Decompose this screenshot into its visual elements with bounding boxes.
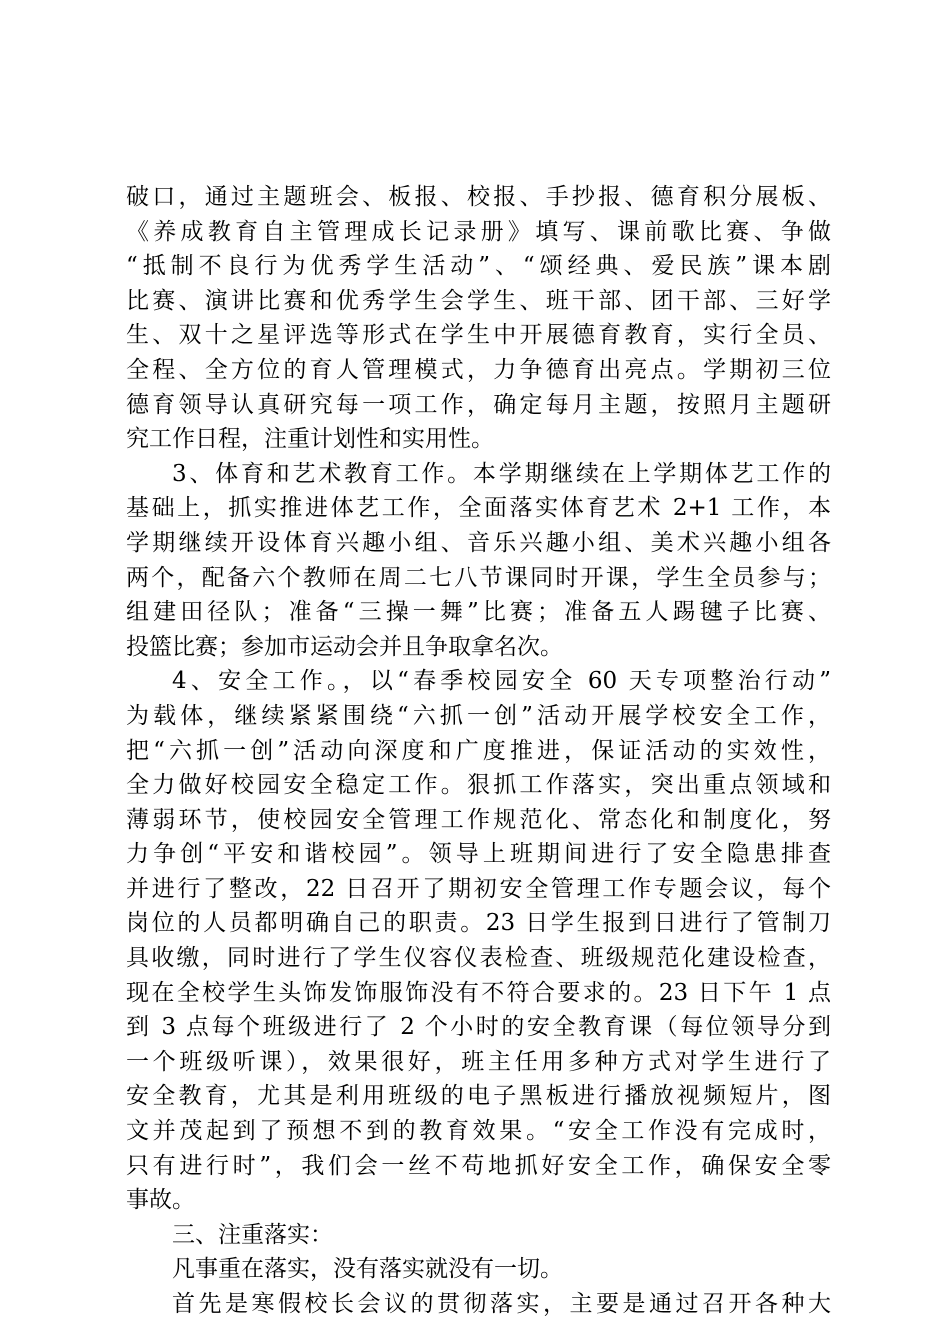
text-line: 破口，通过主题班会、板报、校报、手抄报、德育积分展板、 [126, 184, 831, 210]
text-line: 安全教育，尤其是利用班级的电子黑板进行播放视频短片，图 [126, 1083, 831, 1110]
text-line: 两个，配备六个教师在周二七八节课同时开课，学生全员参与； [126, 564, 831, 591]
text-line: 力争创“平安和谐校园”。领导上班期间进行了安全隐患排查 [126, 841, 831, 868]
text-line: 投篮比赛；参加市运动会并且争取拿名次。 [126, 633, 563, 660]
text-line: 薄弱环节，使校园安全管理工作规范化、常态化和制度化，努 [126, 806, 831, 833]
text-line: 把“六抓一创”活动向深度和广度推进，保证活动的实效性， [126, 737, 831, 764]
text-line: 岗位的人员都明确自己的职责。23 日学生报到日进行了管制刀 [126, 910, 831, 937]
text-line: 首先是寒假校长会议的贯彻落实，主要是通过召开各种大 [172, 1291, 831, 1317]
text-line: “抵制不良行为优秀学生活动”、“颂经典、爱民族”课本剧 [126, 253, 831, 280]
body-text [126, 180, 831, 1322]
text-line: 《养成教育自主管理成长记录册》填写、课前歌比赛、争做 [126, 218, 831, 245]
text-line: 为载体，继续紧紧围绕“六抓一创”活动开展学校安全工作， [126, 702, 831, 729]
text-line: 三、注重落实： [172, 1221, 333, 1248]
text-line: 事故。 [126, 1187, 195, 1214]
text-line: 4、安全工作。，以“春季校园安全 60 天专项整治行动” [172, 668, 831, 695]
text-line: 3、体育和艺术教育工作。本学期继续在上学期体艺工作的 [172, 460, 831, 487]
text-line: 基础上，抓实推进体艺工作，全面落实体育艺术 2+1 工作，本 [126, 495, 831, 522]
text-line: 组建田径队；准备“三操一舞”比赛；准备五人踢毽子比赛、 [126, 599, 831, 626]
text-line: 凡事重在落实，没有落实就没有一切。 [172, 1256, 563, 1283]
text-line: 全力做好校园安全稳定工作。狠抓工作落实，突出重点领域和 [126, 772, 831, 799]
text-line: 具收缴，同时进行了学生仪容仪表检查、班级规范化建设检查， [126, 945, 831, 972]
text-line: 究工作日程，注重计划性和实用性。 [126, 426, 494, 453]
text-line: 文并茂起到了预想不到的教育效果。“安全工作没有完成时， [126, 1118, 831, 1145]
text-line: 一个班级听课），效果很好，班主任用多种方式对学生进行了 [126, 1048, 831, 1075]
text-line: 生、双十之星评选等形式在学生中开展德育教育，实行全员、 [126, 322, 831, 349]
text-line: 学期继续开设体育兴趣小组、音乐兴趣小组、美术兴趣小组各 [126, 529, 831, 556]
text-line: 到 3 点每个班级进行了 2 个小时的安全教育课（每位领导分到 [126, 1014, 831, 1041]
text-line: 比赛、演讲比赛和优秀学生会学生、班干部、团干部、三好学 [126, 287, 831, 314]
text-line: 只有进行时”，我们会一丝不苟地抓好安全工作，确保安全零 [126, 1152, 831, 1179]
text-line: 全程、全方位的育人管理模式，力争德育出亮点。学期初三位 [126, 356, 831, 383]
text-line: 现在全校学生头饰发饰服饰没有不符合要求的。23 日下午 1 点 [126, 979, 831, 1006]
text-line: 并进行了整改，22 日召开了期初安全管理工作专题会议，每个 [126, 875, 831, 902]
text-line: 德育领导认真研究每一项工作，确定每月主题，按照月主题研 [126, 391, 831, 418]
